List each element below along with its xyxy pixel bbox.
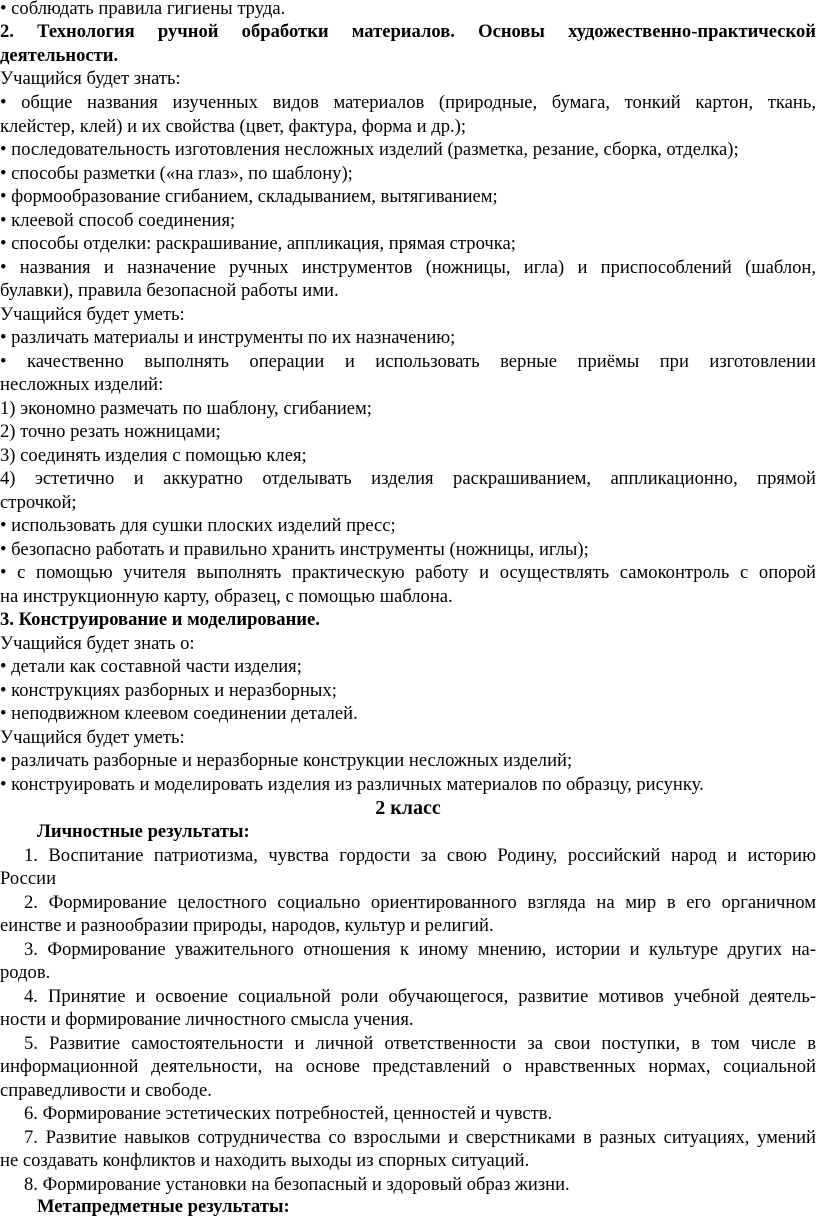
text-line: • формообразование сгибанием, складыванием, вытягиванием; [0,186,498,207]
text-line: не создавать конфликтов и находить выходы из спорных ситуаций. [0,1150,530,1171]
text-line: Учащийся будет уметь: [0,304,185,325]
heading-line: Метапредметные результаты: [37,1196,290,1217]
text-line: 5. Развитие самостоятельности и личной ответственности за свои поступки, в том числе в [24,1033,816,1054]
text-line: клейстер, клей) и их свойства (цвет, фактура, форма и др.); [0,116,467,137]
text-line: ности и формирование личностного смысла учения. [0,1009,414,1030]
text-line: 3. Формирование уважительного отношения к иному мнению, истории и культуре других на- [24,939,816,960]
text-line: • общие названия изученных видов материалов (природные, бумага, тонкий картон, ткань, [0,92,816,113]
text-line: еинстве и разнообразии природы, народов, культур и религий. [0,915,494,936]
text-line: справедливости и свободе. [0,1080,212,1101]
text-line: 2. Формирование целостного социально ориентированного взгляда на мир в его органичном [24,892,816,913]
heading-line: Личностные результаты: [37,821,250,842]
text-line: • конструкциях разборных и неразборных; [0,680,337,701]
text-line: несложных изделий: [0,374,164,395]
text-line: родов. [0,962,51,983]
text-line: 7. Развитие навыков сотрудничества со взрослыми и сверстниками в разных ситуациях, умений [24,1127,816,1148]
text-line: • различать разборные и неразборные конструкции несложных изделий; [0,750,573,771]
text-line: 1. Воспитание патриотизма, чувства гордости за свою Родину, российский народ и историю [24,845,816,866]
text-line: Учащийся будет знать о: [0,633,195,654]
text-line: • использовать для сушки плоских изделий пресс; [0,515,396,536]
text-line: • названия и назначение ручных инструментов (ножницы, игла) и приспособлений (шаблон, [0,257,816,278]
text-line: Учащийся будет знать: [0,68,181,89]
text-line: • неподвижном клеевом соединении деталей. [0,703,358,724]
text-line: • последовательность изготовления несложных изделий (разметка, резание, сборка, отделка); [0,139,739,160]
text-line: 1) экономно размечать по шаблону, сгибанием; [0,398,372,419]
heading-line: 2. Технология ручной обработки материалов. Основы художественно-практической [0,21,816,42]
text-line: • качественно выполнять операции и использовать верные приёмы при изготовлении [0,351,816,372]
text-line: 6. Формирование эстетических потребностей, ценностей и чувств. [24,1103,553,1124]
text-line: 3) соединять изделия с помощью клея; [0,445,307,466]
text-line: на инструкционную карту, образец, с помощью шаблона. [0,586,453,607]
text-line: • способы разметки («на глаз», по шаблону); [0,163,353,184]
text-line: строчкой; [0,492,77,513]
text-line: • с помощью учителя выполнять практическую работу и осуществлять самоконтроль с опорой [0,562,816,583]
text-line: 2) точно резать ножницами; [0,421,221,442]
heading-line: 3. Конструирование и моделирование. [0,609,320,630]
heading-line: деятельности. [0,45,119,66]
text-line: • конструировать и моделировать изделия из различных материалов по образцу, рисунку. [0,774,704,795]
text-line: • соблюдать правила гигиены труда. [0,0,286,19]
text-line: 8. Формирование установки на безопасный и здоровый образ жизни. [24,1174,570,1195]
text-line: • клеевой способ соединения; [0,210,236,231]
text-line: • различать материалы и инструменты по их назначению; [0,327,456,348]
text-line: информационной деятельности, на основе представлений о нравственных нормах, социальной [0,1056,816,1077]
text-line: • способы отделки: раскрашивание, аппликация, прямая строчка; [0,233,516,254]
text-line: России [0,868,57,889]
text-line: • детали как составной части изделия; [0,656,302,677]
text-line: 4. Принятие и освоение социальной роли обучающегося, развитие мотивов учебной деятель- [24,986,816,1007]
text-line: • безопасно работать и правильно хранить инструменты (ножницы, иглы); [0,539,589,560]
heading-line: 2 класс [375,797,441,819]
text-line: булавки), правила безопасной работы ими. [0,280,339,301]
text-line: 4) эстетично и аккуратно отделывать изделия раскрашиванием, аппликационно, прямой [0,468,816,489]
text-line: Учащийся будет уметь: [0,727,185,748]
